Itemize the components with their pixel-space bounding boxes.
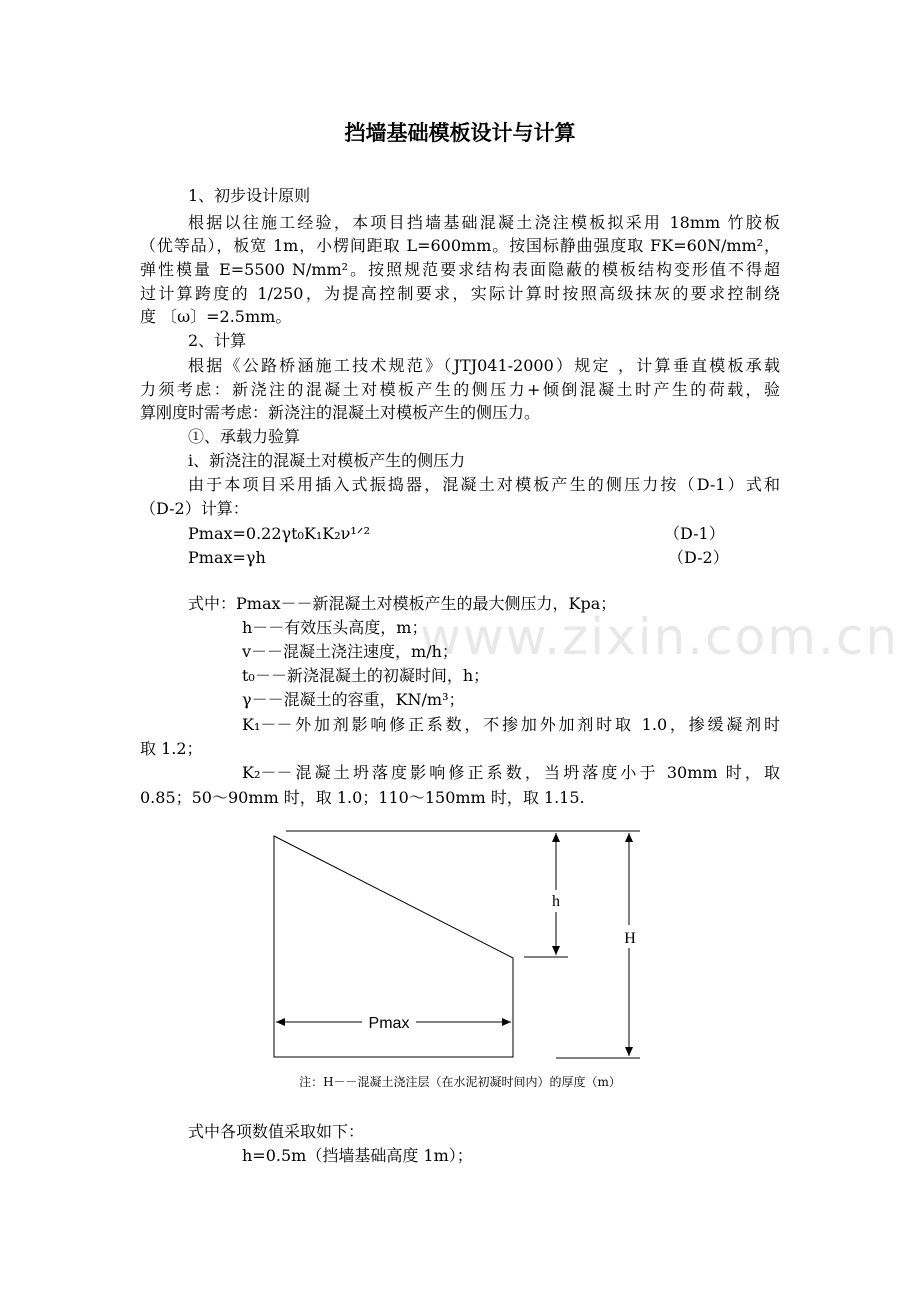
section-2-line-2: 力须考虑：新浇注的混凝土对模板产生的侧压力+倾倒混凝土时产生的荷载，验 [140, 380, 780, 399]
subheading-lateral-pressure: ⅰ、新浇注的混凝土对模板产生的侧压力 [188, 451, 466, 470]
section-1-line-5: 度 〔ω〕=2.5mm。 [140, 307, 292, 326]
section-1-line-2: （优等品），板宽 1m，小楞间距取 L=600mm。按国标静曲强度取 FK=60N/mm²， [140, 236, 780, 255]
value-h: h=0.5m（挡墙基础高度 1m）； [242, 1146, 473, 1165]
subheading-bearing-capacity: ①、承载力验算 [188, 427, 301, 446]
formula-d1: Pmax=0.22γt₀K₁K₂ν¹ᐟ² [188, 524, 370, 543]
watermark: www.zixin.com.cn [420, 608, 900, 666]
intro-line-2: （D-2）计算： [140, 499, 249, 518]
definition-k1-cont: 取 1.2； [140, 739, 203, 758]
label-pmax: Pmax [368, 1015, 410, 1032]
formula-d2-tag: （D-2） [668, 548, 729, 567]
section-1-line-4: 过计算跨度的 1/250，为提高控制要求，实际计算时按照高级抹灰的要求控制绕 [140, 284, 780, 303]
section-1-line-3: 弹性模量 E=5500 N/mm²。按照规范要求结构表面隐蔽的模板结构变形值不得超 [140, 260, 780, 279]
definition-k2-cont: 0.85；50～90mm 时，取 1.0；110～150mm 时，取 1.15. [140, 788, 585, 807]
page-title: 挡墙基础模板设计与计算 [344, 121, 576, 145]
formula-d1-tag: （D-1） [664, 524, 725, 543]
formula-d2: Pmax=γh [188, 548, 266, 567]
definition-gamma: γ－－混凝土的容重，KN/m³； [242, 690, 465, 709]
definition-k1: K₁－－外加剂影响修正系数，不掺加外加剂时取 1.0，掺缓凝剂时 [242, 715, 780, 734]
section-1-line-1: 根据以往施工经验，本项目挡墙基础混凝土浇注模板拟采用 18mm 竹胶板 [188, 213, 780, 232]
definition-h: h－－有效压头高度，m； [242, 618, 428, 637]
section-2-line-1: 根据《公路桥涵施工技术规范》（JTJ041-2000）规定 ，计算垂直模板承载 [188, 356, 780, 375]
definition-v: v－－混凝土浇注速度，m/h； [242, 642, 458, 661]
values-heading: 式中各项数值采取如下： [188, 1122, 365, 1141]
label-h: h [552, 893, 560, 910]
definition-t0: t₀－－新浇混凝土的初凝时间，h； [242, 666, 490, 685]
definition-pmax: 式中：Pmax－－新混凝土对模板产生的最大侧压力，Kpa； [188, 594, 617, 613]
diagram-note: 注：H－－混凝土浇注层（在水泥初凝时间内）的厚度（m） [299, 1075, 621, 1089]
intro-line-1: 由于本项目采用插入式振捣器，混凝土对模板产生的侧压力按（D-1）式和 [188, 475, 780, 494]
label-H: H [624, 930, 636, 947]
section-2-line-3: 算刚度时需考虑：新浇注的混凝土对模板产生的侧压力。 [140, 403, 541, 422]
section-2-heading: 2、计算 [188, 331, 247, 350]
section-1-heading: 1、初步设计原则 [188, 186, 311, 205]
definition-k2: K₂－－混凝土坍落度影响修正系数，当坍落度小于 30mm 时，取 [242, 763, 780, 782]
